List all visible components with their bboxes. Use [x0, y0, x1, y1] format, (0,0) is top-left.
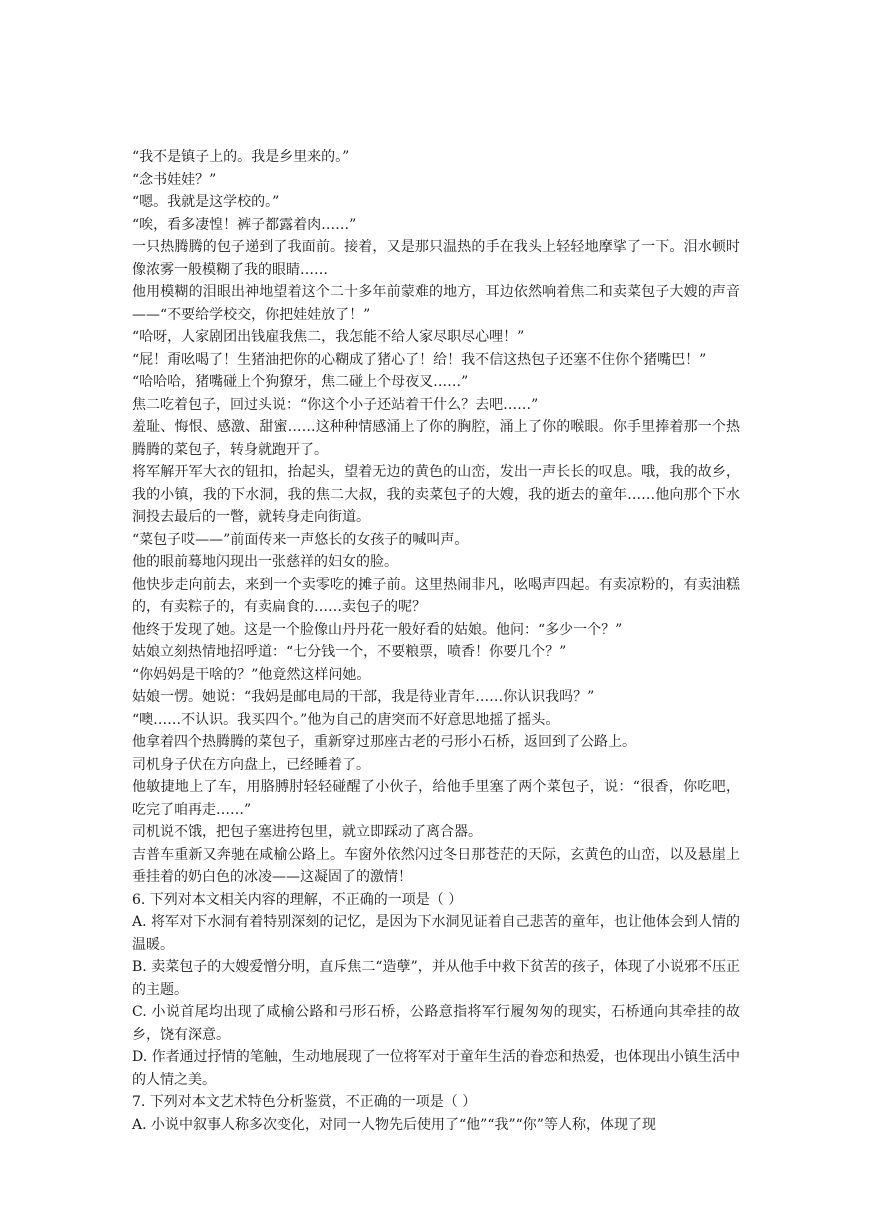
answer-option: A. 小说中叙事人称多次变化，对同一人物先后使用了“他”“我”“你”等人称，体现了现 [132, 1116, 656, 1133]
paragraph: 司机身子伏在方向盘上，已经睡着了。 [132, 756, 370, 773]
paragraph: 姑娘立刻热情地招呼道：“七分钱一个，不要粮票，喷香！你要几个？” [132, 644, 567, 660]
paragraph: 他终于发现了她。这是一个脸像山丹丹花一般好看的姑娘。他问：“多少一个？” [132, 621, 623, 638]
answer-option: D. 作者通过抒情的笔触，生动地展现了一位将军对于童年生活的眷恋和热爱，也体现出小镇生活中的人情之美。 [132, 1049, 740, 1088]
answer-option: B. 卖菜包子的大嫂爱憎分明，直斥焦二“造孽”，并从他手中救下贫苦的孩子，体现了小说邪不压正的主题。 [132, 959, 740, 998]
paragraph: “嗯。我就是这学校的。” [132, 194, 280, 210]
paragraph: 司机说不饿，把包子塞进挎包里，就立即踩动了离合器。 [132, 824, 482, 840]
paragraph: 吉普车重新又奔驰在咸榆公路上。车窗外依然闪过冬日那苍茫的天际，玄黄色的山峦，以及悬崖上垂挂着的奶白色的冰凌——这凝固了的激情！ [132, 846, 740, 885]
question-stem: 6. 下列对本文相关内容的理解，不正确的一项是（ ） [132, 891, 463, 908]
paragraph: 他拿着四个热腾腾的菜包子，重新穿过那座古老的弓形小石桥，返回到了公路上。 [132, 734, 636, 750]
paragraph: “唉，看多凄惶！裤子都露着肉……” [132, 216, 357, 233]
paragraph: 他快步走向前去，来到一个卖零吃的摊子前。这里热闹非凡，吆喝声四起。有卖凉粉的，有卖油糕的，有卖粽子的，有卖扁食的……卖包子的呢？ [132, 576, 740, 615]
document-page [132, 146, 740, 1136]
paragraph: 他敏捷地上了车，用胳膊肘轻轻碰醒了小伙子，给他手里塞了两个菜包子，说：“很香，你吃吧，吃完了咱再走……” [132, 779, 740, 818]
answer-option: A. 将军对下水洞有着特别深刻的记忆，是因为下水洞见证着自己悲苦的童年，也让他体会到人情的温暖。 [132, 914, 740, 953]
paragraph: 他的眼前蓦地闪现出一张慈祥的妇女的脸。 [132, 554, 398, 570]
paragraph: 羞耻、悔恨、感激、甜蜜……这种种情感涌上了你的胸腔，涌上了你的喉眼。你手里捧着那一个热腾腾的菜包子，转身就跑开了。 [132, 419, 740, 458]
paragraph: “菜包子哎——”前面传来一声悠长的女孩子的喊叫声。 [132, 531, 469, 548]
paragraph: “我不是镇子上的。我是乡里来的。” [132, 149, 350, 165]
paragraph: 焦二吃着包子，回过头说：“你这个小子还站着干什么？去吧……” [132, 396, 539, 413]
question-stem: 7. 下列对本文艺术特色分析鉴赏，不正确的一项是（ ） [132, 1094, 477, 1110]
paragraph: “噢……不认识。我买四个。”他为自己的唐突而不好意思地摇了摇头。 [132, 711, 560, 728]
paragraph: 他用模糊的泪眼出神地望着这个二十多年前蒙难的地方，耳边依然响着焦二和卖菜包子大嫂的声音——“不要给学校交，你把娃娃放了！” [132, 284, 740, 323]
paragraph: 一只热腾腾的包子递到了我面前。接着，又是那只温热的手在我头上轻轻地摩挲了一下。泪水顿时像浓雾一般模糊了我的眼睛…… [132, 239, 740, 278]
paragraph: “你妈妈是干啥的？”他竟然这样问她。 [132, 666, 371, 683]
paragraph: “念书娃娃？” [132, 171, 217, 188]
paragraph: 姑娘一愣。她说：“我妈是邮电局的干部，我是待业青年……你认识我吗？” [132, 689, 595, 705]
answer-option: C. 小说首尾均出现了咸榆公路和弓形石桥，公路意指将军行履匆匆的现实，石桥通向其牵挂的故乡，饶有深意。 [132, 1004, 740, 1043]
paragraph: 将军解开军大衣的钮扣，抬起头，望着无边的黄色的山峦，发出一声长长的叹息。哦，我的故乡，我的小镇，我的下水洞，我的焦二大叔，我的卖菜包子的大嫂，我的逝去的童年……他向那个下水洞投去最后的一瞥，就转身走向街道。 [132, 464, 740, 525]
paragraph: “哈哈哈，猪嘴碰上个狗獠牙，焦二碰上个母夜叉……” [132, 374, 469, 390]
paragraph: “哈呀，人家剧团出钱雇我焦二，我怎能不给人家尽职尽心哩！” [132, 329, 525, 345]
paragraph: “屁！甭吆喝了！生猪油把你的心糊成了猪心了！给！我不信这热包子还塞不住你个猪嘴巴！” [132, 351, 707, 368]
